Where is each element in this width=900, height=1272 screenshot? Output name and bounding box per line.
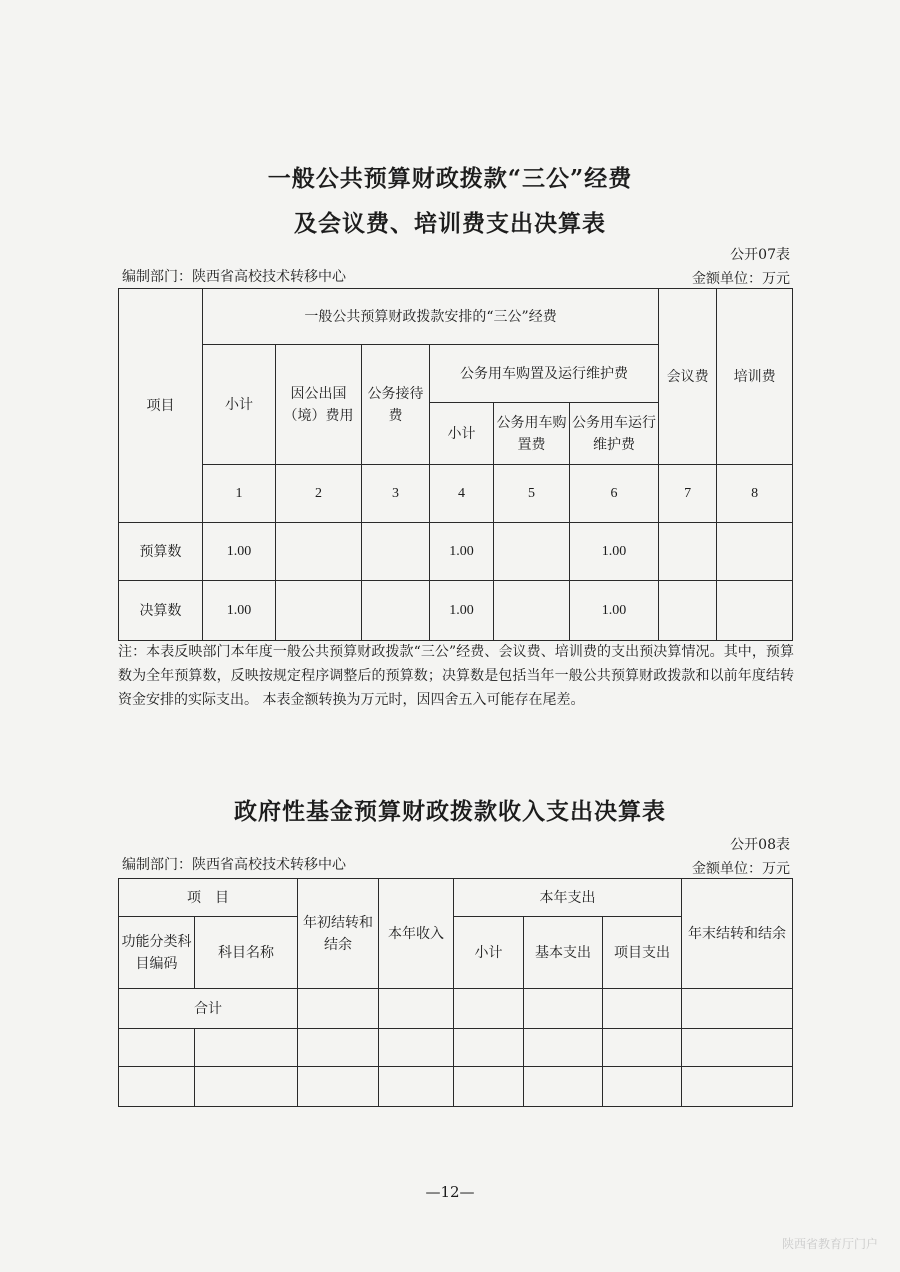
header-training: 培训费 xyxy=(717,289,793,465)
table07 xyxy=(118,288,793,641)
watermark: 陕西省教育厅门户 xyxy=(781,1237,878,1251)
header-meeting: 会议费 xyxy=(659,289,717,465)
header-income: 本年收入 xyxy=(379,879,454,989)
page-number: —12— xyxy=(425,1183,475,1201)
col-number: 5 xyxy=(494,465,570,523)
table-cell xyxy=(276,581,362,641)
table-row xyxy=(119,1067,793,1107)
table07-title-line1: 一般公共预算财政拨款“三公”经费 xyxy=(267,165,633,192)
table07-dept: 编制部门：陕西省高校技术转移中心 xyxy=(122,269,346,285)
table-row xyxy=(119,581,793,641)
header-vehicle-operation: 公务用车运行维护费 xyxy=(570,403,659,465)
table-cell: 1.00 xyxy=(430,523,494,581)
table08-unit: 金额单位：万元 xyxy=(692,861,790,877)
table-row xyxy=(119,989,793,1029)
header-func-code: 功能分类科目编码 xyxy=(119,917,195,989)
col-number: 6 xyxy=(570,465,659,523)
header-vehicle-purchase: 公务用车购置费 xyxy=(494,403,570,465)
table-row xyxy=(119,523,793,581)
col-number: 8 xyxy=(717,465,793,523)
col-number: 3 xyxy=(362,465,430,523)
header-item: 项目 xyxy=(119,289,203,523)
table-cell: 1.00 xyxy=(430,581,494,641)
col-number: 2 xyxy=(276,465,362,523)
row-label-budget: 预算数 xyxy=(119,523,203,581)
header-subject-name: 科目名称 xyxy=(195,917,298,989)
table-cell xyxy=(659,523,717,581)
table-cell: 1.00 xyxy=(203,523,276,581)
col-number: 4 xyxy=(430,465,494,523)
table-cell xyxy=(717,581,793,641)
header-begin-balance: 年初结转和结余 xyxy=(298,879,379,989)
table-cell xyxy=(362,581,430,641)
table-cell xyxy=(659,581,717,641)
table-cell xyxy=(494,581,570,641)
table-row xyxy=(119,1029,793,1067)
table08 xyxy=(118,878,793,1107)
table-cell: 1.00 xyxy=(203,581,276,641)
total-label: 合计 xyxy=(119,989,298,1029)
header-subtotal: 小计 xyxy=(454,917,524,989)
col-number: 1 xyxy=(203,465,276,523)
table07-code: 公开07表 xyxy=(730,247,790,263)
table-cell xyxy=(717,523,793,581)
header-vehicle-subtotal: 小计 xyxy=(430,403,494,465)
table07-title-line2: 及会议费、培训费支出决算表 xyxy=(294,210,606,237)
header-sangong-group: 一般公共预算财政拨款安排的“三公”经费 xyxy=(203,289,659,345)
row-label-final: 决算数 xyxy=(119,581,203,641)
col-number: 7 xyxy=(659,465,717,523)
header-expense-group: 本年支出 xyxy=(454,879,682,917)
table08-code: 公开08表 xyxy=(730,837,790,853)
header-subtotal: 小计 xyxy=(203,345,276,465)
header-reception: 公务接待费 xyxy=(362,345,430,465)
table-cell xyxy=(362,523,430,581)
header-abroad: 因公出国（境）费用 xyxy=(276,345,362,465)
header-end-balance: 年末结转和结余 xyxy=(682,879,793,989)
table08-dept: 编制部门：陕西省高校技术转移中心 xyxy=(122,857,346,873)
header-project: 项目支出 xyxy=(603,917,682,989)
header-vehicle-group: 公务用车购置及运行维护费 xyxy=(430,345,659,403)
table-cell xyxy=(276,523,362,581)
table07-unit: 金额单位：万元 xyxy=(692,271,790,287)
table07-note: 注：本表反映部门本年度一般公共预算财政拨款“三公”经费、会议费、培训费的支出预决算情况。其中，预算数为全年预算数，反映按规定程序调整后的预算数；决算数是包括当年一般公共预算财政拨款和以前年度结转资金安排的实际支出。 本表金额转换为万元时，因四舍五入可能存在尾差。 xyxy=(118,644,794,708)
table-cell: 1.00 xyxy=(570,523,659,581)
header-basic: 基本支出 xyxy=(524,917,603,989)
header-item: 项 目 xyxy=(119,879,298,917)
table-cell: 1.00 xyxy=(570,581,659,641)
table08-title: 政府性基金预算财政拨款收入支出决算表 xyxy=(234,798,666,825)
table-cell xyxy=(494,523,570,581)
